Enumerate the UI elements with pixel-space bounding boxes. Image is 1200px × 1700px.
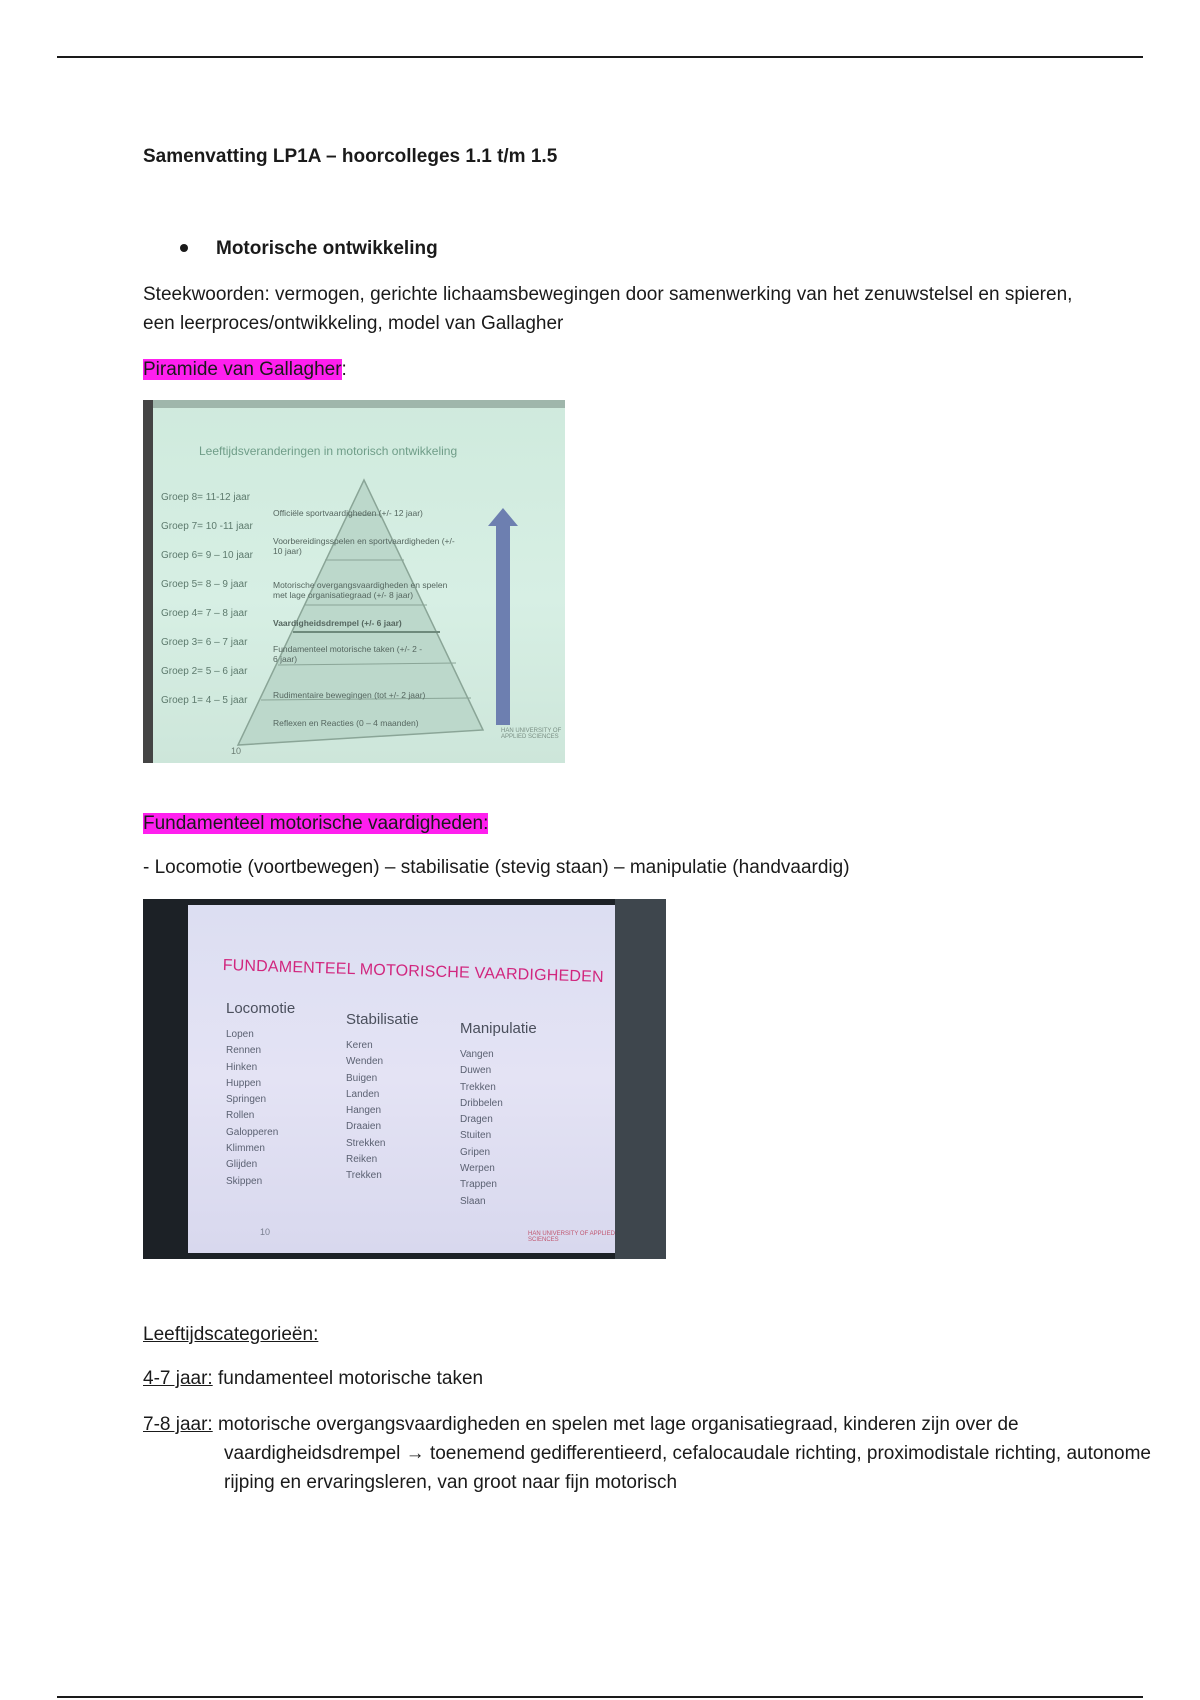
skills-column-stabilisatie [346,1008,419,1185]
group-label: Groep 6= 9 – 10 jaar [161,550,254,561]
skill-item: Trappen [460,1179,497,1191]
skill-item: Slaan [460,1195,486,1207]
pyramid-heading-colon: : [341,359,347,380]
group-label: Groep 4= 7 – 8 jaar [161,608,248,619]
skill-item: Glijden [226,1159,258,1171]
age-description: motorische overgangsvaardigheden en spelen met lage organisatiegraad, kinderen zijn over de vaardigheidsdrempel → toenemend gedifferentieerd, cefalocaudale richting, proximodistale richting, autonome rijping en ervaringsleren, van groot naar fijn motorisch [212,1414,1151,1493]
pyramid-heading-highlight: Piramide van Gallagher [143,359,342,380]
group-label: Groep 2= 5 – 6 jaar [161,666,248,677]
skills-slide-title: FUNDAMENTEEL MOTORISCHE VAARDIGHEDEN [222,957,604,986]
age-categories-heading: Leeftijdscategorieën: [143,1324,319,1345]
fundamental-skills-heading [143,809,1073,838]
skill-item: Trekken [460,1081,496,1093]
group-label: Groep 7= 10 -11 jaar [161,521,253,532]
pyramid-level: Voorbereidingsspelen en sportvaardigheden (+/- 10 jaar) [273,536,455,556]
column-title: Stabilisatie [346,1011,419,1028]
slide-logo: HAN UNIVERSITY OF APPLIED SCIENCES [501,728,562,740]
skill-item: Huppen [226,1077,262,1089]
age-category-7-8 [143,1410,1154,1497]
age-label: 7-8 jaar: [143,1414,213,1435]
skill-item: Buigen [346,1072,378,1084]
pyramid-heading [143,355,1073,384]
skill-item: Strekken [346,1137,386,1149]
column-title: Locomotie [226,1000,296,1017]
skill-item: Keren [346,1040,373,1051]
skill-item: Hinken [226,1061,258,1073]
skill-item: Galopperen [226,1126,279,1138]
group-label: Groep 3= 6 – 7 jaar [161,637,248,648]
skill-item: Draaien [346,1121,382,1133]
skill-item: Klimmen [226,1143,265,1155]
pyramid-level: Rudimentaire bewegingen (tot +/- 2 jaar) [273,690,426,700]
skill-item: Skippen [226,1175,263,1187]
bullet-dot-icon [180,244,188,252]
skill-item: Rollen [226,1110,255,1122]
skills-column-locomotie [226,997,295,1190]
group-label: Groep 1= 4 – 5 jaar [161,695,248,706]
skill-item: Reiken [346,1154,378,1166]
pyramid-level: Fundamenteel motorische taken (+/- 2 - 6 jaar) [273,644,423,664]
pyramid-level: Vaardigheidsdrempel (+/- 6 jaar) [273,618,402,628]
document-title: Samenvatting LP1A – hoorcolleges 1.1 t/m 1.5 [143,146,558,167]
header-rule [57,56,1143,58]
skill-item: Stuiten [460,1130,492,1142]
age-label: 4-7 jaar: [143,1368,213,1389]
pyramid-level: Officiële sportvaardigheden (+/- 12 jaar) [273,508,423,518]
fundamental-skills-list: - Locomotie (voortbewegen) – stabilisatie (stevig staan) – manipulatie (handvaardig) [143,857,850,878]
pyramid-slide-title: Leeftijdsveranderingen in motorisch ontwikkeling [199,444,458,458]
skill-item: Vangen [460,1049,494,1060]
pyramid-level: Motorische overgangsvaardigheden en spelen met lage organisatiegraad (+/- 8 jaar) [273,580,448,600]
pyramid-level: Reflexen en Reacties (0 – 4 maanden) [273,718,419,728]
group-label: Groep 5= 8 – 9 jaar [161,579,248,590]
group-label: Groep 8= 11-12 jaar [161,492,251,503]
skill-item: Gripen [460,1146,491,1158]
skill-item: Dragen [460,1114,493,1126]
age-description: fundamenteel motorische taken [212,1368,484,1389]
slide-page-number: 10 [260,1227,271,1237]
projector-screen [188,905,615,1253]
skill-item: Springen [226,1094,267,1106]
skills-column-manipulatie [460,1017,537,1210]
skill-item: Werpen [460,1163,495,1175]
bullet-heading [180,234,1110,263]
skill-item: Dribbelen [460,1097,503,1109]
skill-item: Trekken [346,1170,382,1182]
skill-item: Lopen [226,1029,254,1040]
skill-item: Hangen [346,1105,382,1117]
keywords-paragraph: Steekwoorden: vermogen, gerichte lichaamsbewegingen door samenwerking van het zenuwstelsel en spieren, een leerproces/ontwikkeling, model van Gallagher [143,284,1073,334]
slide-logo: HAN UNIVERSITY OF APPLIED SCIENCES [528,1231,615,1243]
bullet-heading-text: Motorische ontwikkeling [216,238,438,259]
age-category-4-7 [143,1364,1073,1393]
skill-item: Rennen [226,1045,262,1057]
fundamental-skills-highlight: Fundamenteel motorische vaardigheden: [143,813,489,834]
skills-slide-photo [143,899,666,1259]
slide-page-number: 10 [231,746,242,756]
column-title: Manipulatie [460,1020,537,1037]
skill-item: Landen [346,1088,380,1100]
pyramid-slide-photo [143,400,565,763]
skill-item: Wenden [346,1056,384,1068]
up-arrow-shaft [496,520,510,725]
footer-rule [57,1696,1143,1698]
skill-item: Duwen [460,1065,492,1077]
